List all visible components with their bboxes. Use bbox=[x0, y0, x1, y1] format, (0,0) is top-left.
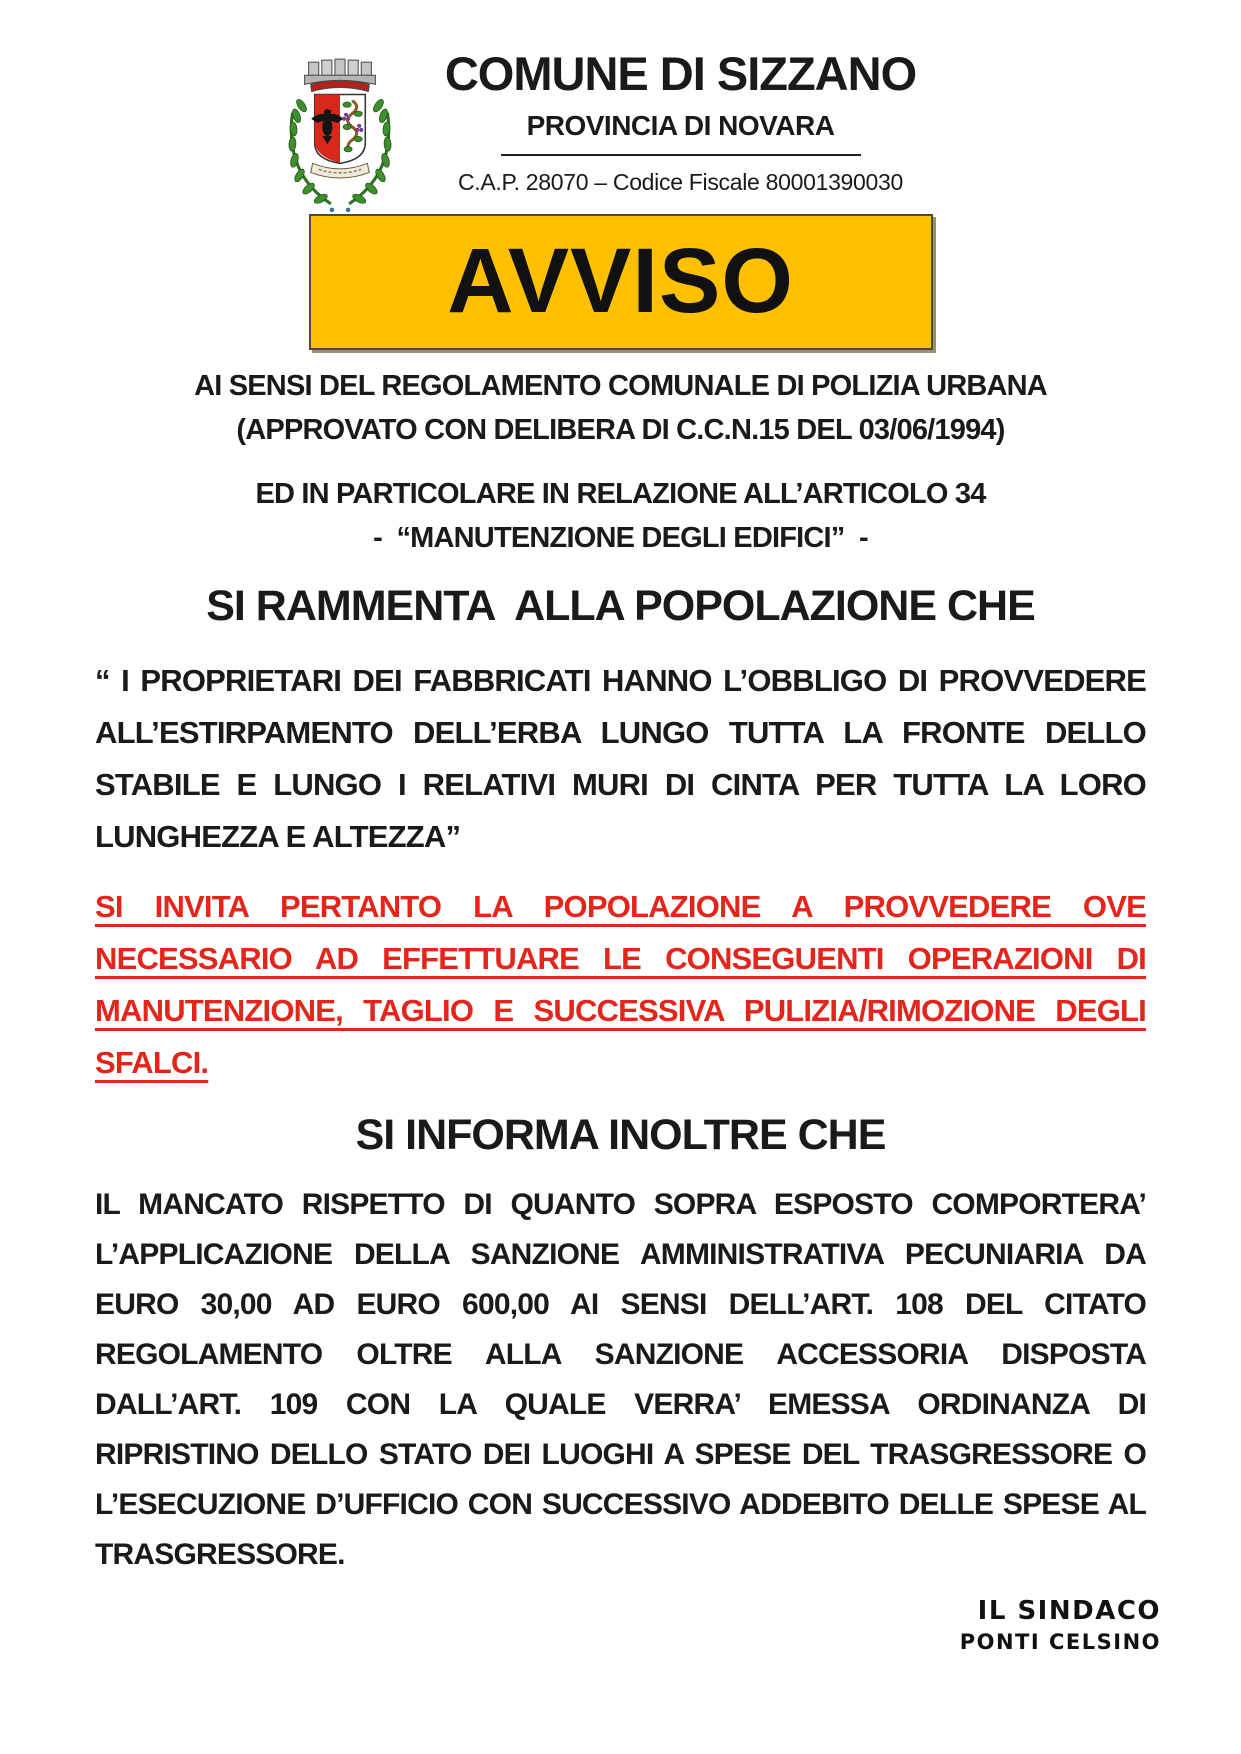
obbligo-paragraph: “ I PROPRIETARI DEI FABBRICATI HANNO L’OBBLIGO DI PROVVEDERE ALL’ESTIRPAMENTO DELL’ERBA LUNGO TUTTA LA FRONTE DELLO STABILE E LUNGO I RELATIVI MURI DI CINTA PER TUTTA LA LORO LUNGHEZZA E ALTEZZA” bbox=[95, 662, 1146, 854]
sanzione-paragraph: IL MANCATO RISPETTO DI QUANTO SOPRA ESPOSTO COMPORTERA’ L’APPLICAZIONE DELLA SANZIONE AMMINISTRATIVA PECUNIARIA DA EURO 30,00 AD EURO 600,00 AI SENSI DELL’ART. 108 DEL CITATO REGOLAMENTO OLTRE ALLA SANZIONE ACCESSORIA DISPOSTA DALL’ART. 109 CON LA QUALE VERRA’ EMESSA ORDINANZA DI RIPRISTINO DELLO STATO DEI LUOGHI A SPESE DEL TRASGRESSORE O L’ESECUZIONE D’UFFICIO CON SUCCESSIVO ADDEBITO DELLE SPESE AL TRASGRESSORE. bbox=[95, 1187, 1146, 1571]
delibera-line: (APPROVATO CON DELIBERA DI C.C.N.15 DEL 03/06/1994) bbox=[236, 413, 1005, 446]
sindaco-role: IL SINDACO bbox=[977, 1595, 1161, 1626]
commune-title: COMUNE DI SIZZANO bbox=[444, 47, 917, 100]
province-subtitle: PROVINCIA DI NOVARA bbox=[526, 109, 835, 141]
intro-block bbox=[0, 364, 1241, 560]
regolamento-line: AI SENSI DEL REGOLAMENTO COMUNALE DI POLIZIA URBANA bbox=[194, 369, 1047, 402]
articolo-line: ED IN PARTICOLARE IN RELAZIONE ALL’ARTICOLO 34 bbox=[255, 477, 986, 510]
sindaco-name: PONTI CELSINO bbox=[959, 1629, 1161, 1654]
rammenta-heading: SI RAMMENTA ALLA POPOLAZIONE CHE bbox=[206, 581, 1035, 630]
coat-of-arms-icon bbox=[268, 50, 412, 220]
header-divider bbox=[501, 154, 861, 156]
avviso-banner bbox=[309, 214, 933, 350]
manutenzione-edifici-line: - “MANUTENZIONE DEGLI EDIFICI” - bbox=[373, 521, 868, 554]
signature-block bbox=[0, 1596, 1241, 1654]
informa-heading: SI INFORMA INOLTRE CHE bbox=[355, 1110, 886, 1159]
cap-codice-fiscale-line: C.A.P. 28070 – Codice Fiscale 80001390030 bbox=[457, 168, 904, 195]
invito-red-paragraph: SI INVITA PERTANTO LA POPOLAZIONE A PROVVEDERE OVE NECESSARIO AD EFFETTUARE LE CONSEGUENTI OPERAZIONI DI MANUTENZIONE, TAGLIO E SUCCESSIVA PULIZIA/RIMOZIONE DEGLI SFALCI. bbox=[95, 888, 1146, 1080]
avviso-label: AVVISO bbox=[447, 230, 794, 333]
